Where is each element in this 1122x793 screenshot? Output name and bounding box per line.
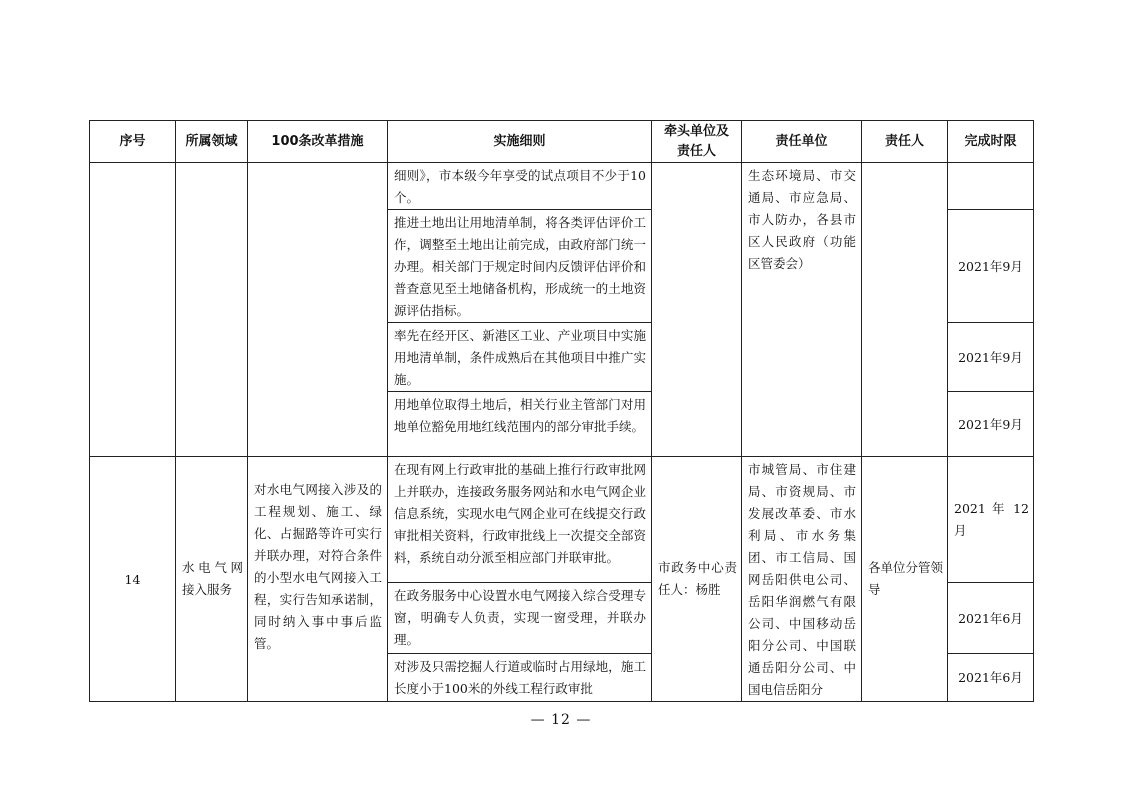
deadline-text: 2021年9月: [958, 417, 1023, 432]
prev-lead-cell: [652, 163, 742, 457]
deadline-cell: [948, 653, 1034, 701]
header-resp-unit: 责任单位: [742, 121, 862, 163]
header-resp-person: 责任人: [862, 121, 948, 163]
deadline-text: 2021年6月: [958, 610, 1023, 626]
detail-cell: [388, 392, 652, 457]
detail-cell: [388, 210, 652, 323]
deadline-text: 2021年6月: [958, 670, 1023, 686]
detail-cell: [388, 163, 652, 210]
item14-seq: 14: [124, 571, 141, 587]
header-field: 所属领域: [176, 121, 248, 163]
detail-text: 率先在经开区、新港区工业、产业项目中实施用地清单制，条件成熟后在其他项目中推广实施。: [394, 328, 646, 387]
item14-resp-unit: 市城管局、市住建局、市资规局、市发展改革委、市水利局、市水务集团、市工信局、国网岳阳供电公司、岳阳华润燃气有限公司、中国移动岳阳分公司、中国联通岳阳分公司、中国电信岳阳分: [748, 462, 856, 697]
detail-text: 在政务服务中心设置水电气网接入综合受理专窗，明确专人负责，实现一窗受理，并联办理。: [394, 588, 646, 648]
prev-resp-unit-cell: [742, 163, 862, 457]
table-row: [90, 163, 1034, 210]
item14-seq-cell: [90, 457, 176, 702]
deadline-cell: [948, 583, 1034, 654]
item14-lead-unit: 市政务中心责任人：杨胜: [658, 560, 737, 597]
header-measure: 100条改革措施: [248, 121, 388, 163]
item14-field: 水电气网接入服务: [182, 560, 243, 597]
resp-unit-text: 生态环境局、市交通局、市应急局、市人防办，各县市区人民政府（功能区管委会）: [748, 168, 856, 271]
header-details: 实施细则: [388, 121, 652, 163]
item14-measure: 对水电气网接入涉及的工程规划、施工、绿化、占掘路等许可实行并联办理，对符合条件的小型水电气网接入工程，实行告知承诺制，同时纳入事中事后监管。: [254, 482, 382, 651]
item14-resp-person-cell: [862, 457, 948, 702]
header-lead-unit-label: 牵头单位及责任人: [663, 123, 729, 159]
item14-resp-person: 各单位分管领导: [868, 560, 944, 597]
detail-text: 用地单位取得土地后，相关行业主管部门对用地单位豁免用地红线范围内的部分审批手续。: [394, 397, 646, 434]
item14-field-cell: [176, 457, 248, 702]
deadline-cell: [948, 392, 1034, 457]
header-deadline: 完成时限: [948, 121, 1034, 163]
table-row: [90, 457, 1034, 583]
prev-field-cell: [176, 163, 248, 457]
deadline-cell: [948, 457, 1034, 583]
prev-measure-cell: [248, 163, 388, 457]
page-number: — 12 —: [530, 712, 592, 728]
detail-cell: [388, 583, 652, 654]
reform-measures-table: [89, 120, 1034, 702]
detail-text: 在现有网上行政审批的基础上推行行政审批网上并联办，连接政务服务网站和水电气网企业信息系统，实现水电气网企业可在线提交行政审批相关资料，行政审批线上一次提交全部资料，系统自动分派至相应部门并联审批。: [394, 462, 646, 565]
deadline-cell: [948, 323, 1034, 392]
deadline-text: 2021年9月: [958, 259, 1023, 274]
header-lead-unit: [652, 121, 742, 163]
detail-cell: [388, 457, 652, 583]
prev-seq-cell: [90, 163, 176, 457]
detail-cell: [388, 653, 652, 701]
deadline-cell: [948, 210, 1034, 323]
detail-text: 对涉及只需挖掘人行道或临时占用绿地，施工长度小于100米的外线工程行政审批: [394, 658, 646, 696]
item14-measure-cell: [248, 457, 388, 702]
deadline-text: 2021年9月: [958, 350, 1023, 365]
header-row: [90, 121, 1034, 163]
item14-resp-unit-cell: [742, 457, 862, 702]
detail-cell: [388, 323, 652, 392]
detail-text: 细则》，市本级今年享受的试点项目不少于10个。: [394, 168, 646, 205]
prev-resp-person-cell: [862, 163, 948, 457]
header-seq: 序号: [90, 121, 176, 163]
item14-lead-cell: [652, 457, 742, 702]
detail-text: 推进土地出让用地清单制，将各类评估评价工作，调整至土地出让前完成，由政府部门统一办理。相关部门于规定时间内反馈评估评价和普查意见至土地储备机构，形成统一的土地资源评估指标。: [394, 215, 646, 318]
deadline-cell: [948, 163, 1034, 210]
deadline-text: 2021 年 12月: [954, 500, 1029, 538]
